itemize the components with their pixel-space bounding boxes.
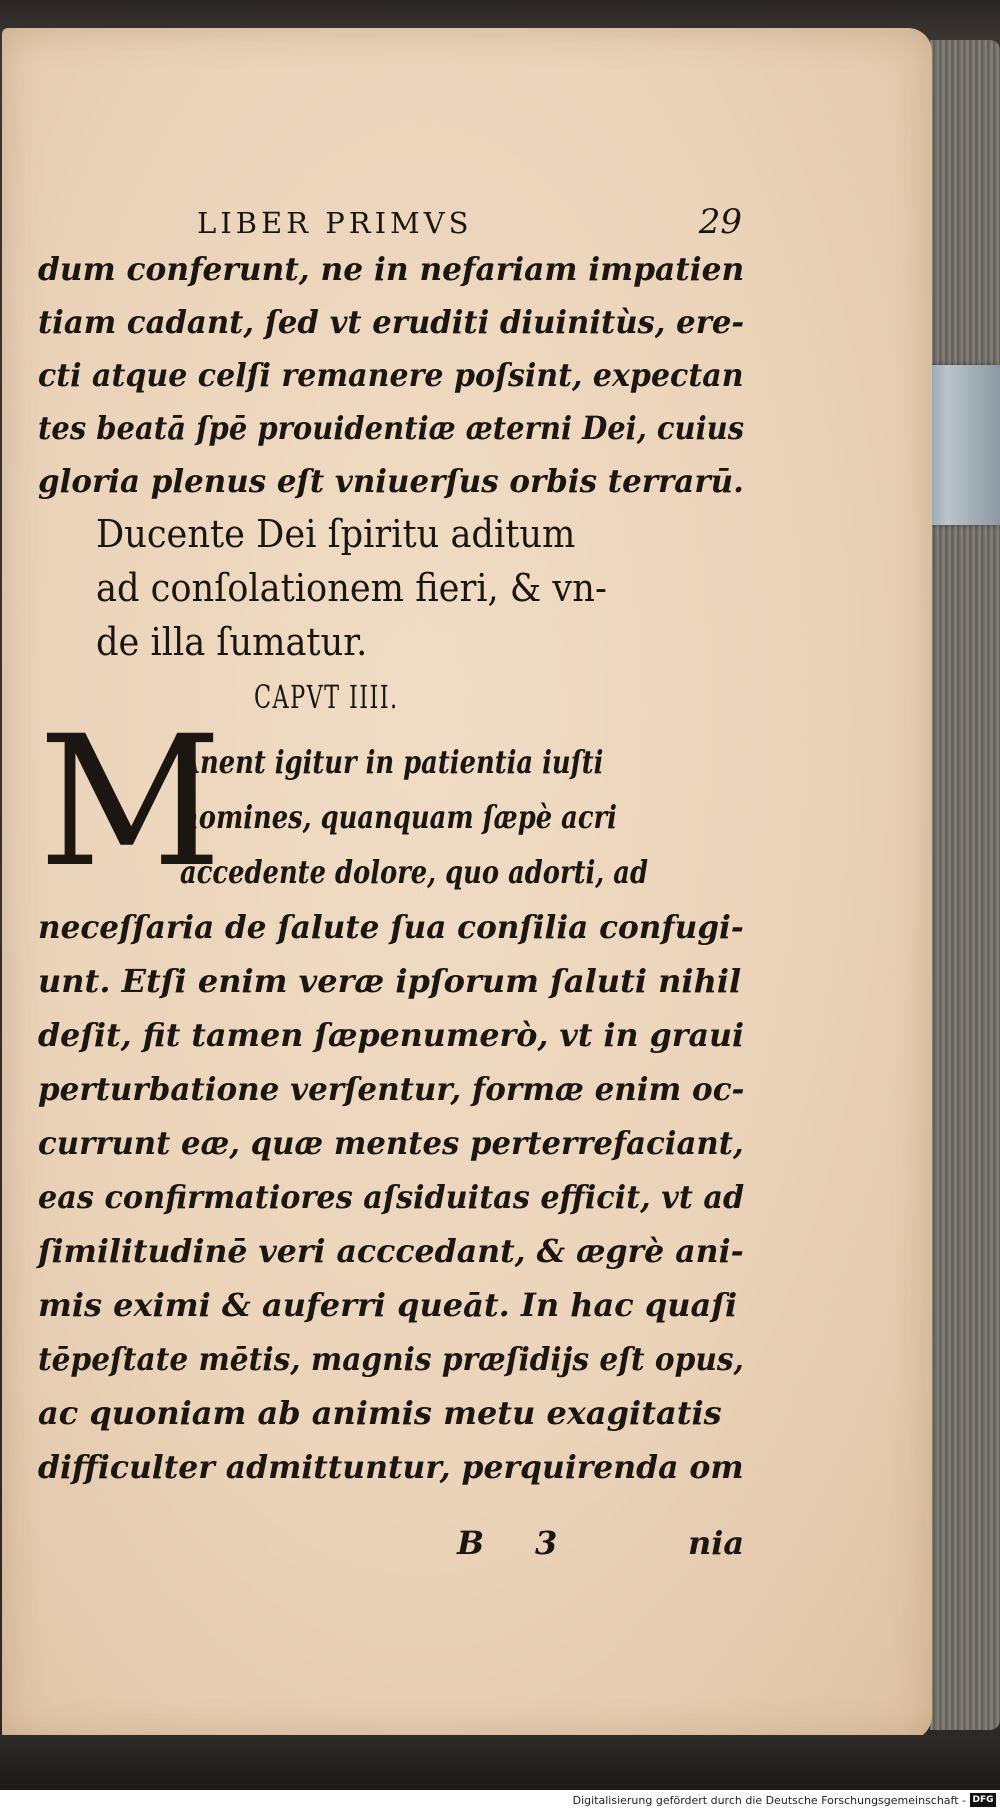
book-page: [2, 28, 932, 1740]
drop-cap-initial: M: [38, 698, 223, 907]
text-line: accedente dolore, quo adorti, ad: [180, 853, 648, 891]
folio-number: 29: [698, 202, 742, 242]
text-line: cti atque celſi remanere poſsint, expectan: [38, 356, 744, 394]
text-line: tēpeſtate mētis, magnis præſidijs eſt opus,: [38, 1340, 744, 1378]
text-line: deſit, fit tamen ſæpenumerò, vt in graui: [38, 1016, 745, 1054]
catchword: nia: [688, 1524, 745, 1562]
text-line: neceſſaria de ſalute ſua conſilia confugi-: [38, 908, 744, 946]
text-line: mis eximi & auferri queāt. In hac quaſi: [38, 1286, 738, 1324]
section-heading-line: Ducente Dei ſpiritu aditum: [96, 512, 576, 556]
text-line: gloria plenus eſt vniuerſus orbis terrarū.: [38, 462, 744, 500]
book-fore-edge: [930, 40, 1000, 1730]
text-line: homines, quanquam ſæpè acri: [180, 798, 617, 836]
text-line: tes beatā ſpē prouidentiæ æterni Dei, cuius: [38, 409, 745, 447]
signature-mark: B: [457, 1524, 485, 1562]
text-line: tiam cadant, ſed vt eruditi diuinitùs, ere-: [38, 303, 745, 341]
text-line: currunt eæ, quæ mentes perterrefaciant,: [38, 1124, 744, 1162]
text-line: ac quoniam ab animis metu exagitatis: [38, 1394, 722, 1432]
text-line: ſimilitudinē veri acccedant, & ægrè ani-: [38, 1232, 744, 1270]
footer-bar: [0, 1790, 1000, 1812]
funding-credit: Digitalisierung gefördert durch die Deutsche Forschungsgemeinschaft -: [572, 1794, 966, 1807]
text-line: unt. Etſi enim veræ ipſorum ſaluti nihil: [38, 962, 742, 1000]
section-heading-line: de illa ſumatur.: [96, 620, 368, 664]
text-line: dum conferunt, ne in nefariam impatien: [38, 250, 745, 288]
chapter-title: CAPVT IIII.: [254, 678, 399, 716]
running-title: LIBER PRIMVS: [197, 206, 473, 240]
page-header: [197, 202, 742, 250]
book-bottom-board: [0, 1735, 1000, 1790]
dfg-logo-icon: DFG: [970, 1793, 996, 1807]
text-line: perturbatione verſentur, formæ enim oc-: [38, 1070, 745, 1108]
text-line: Anent igitur in patientia iuſti: [180, 743, 604, 781]
signature-number: 3: [535, 1524, 558, 1562]
text-line: difficulter admittuntur, perquirenda om: [38, 1448, 744, 1486]
section-heading-line: ad conſolationem fieri, & vn-: [96, 566, 607, 610]
text-line: eas confirmatiores aſsiduitas efficit, vt ad: [38, 1178, 745, 1216]
